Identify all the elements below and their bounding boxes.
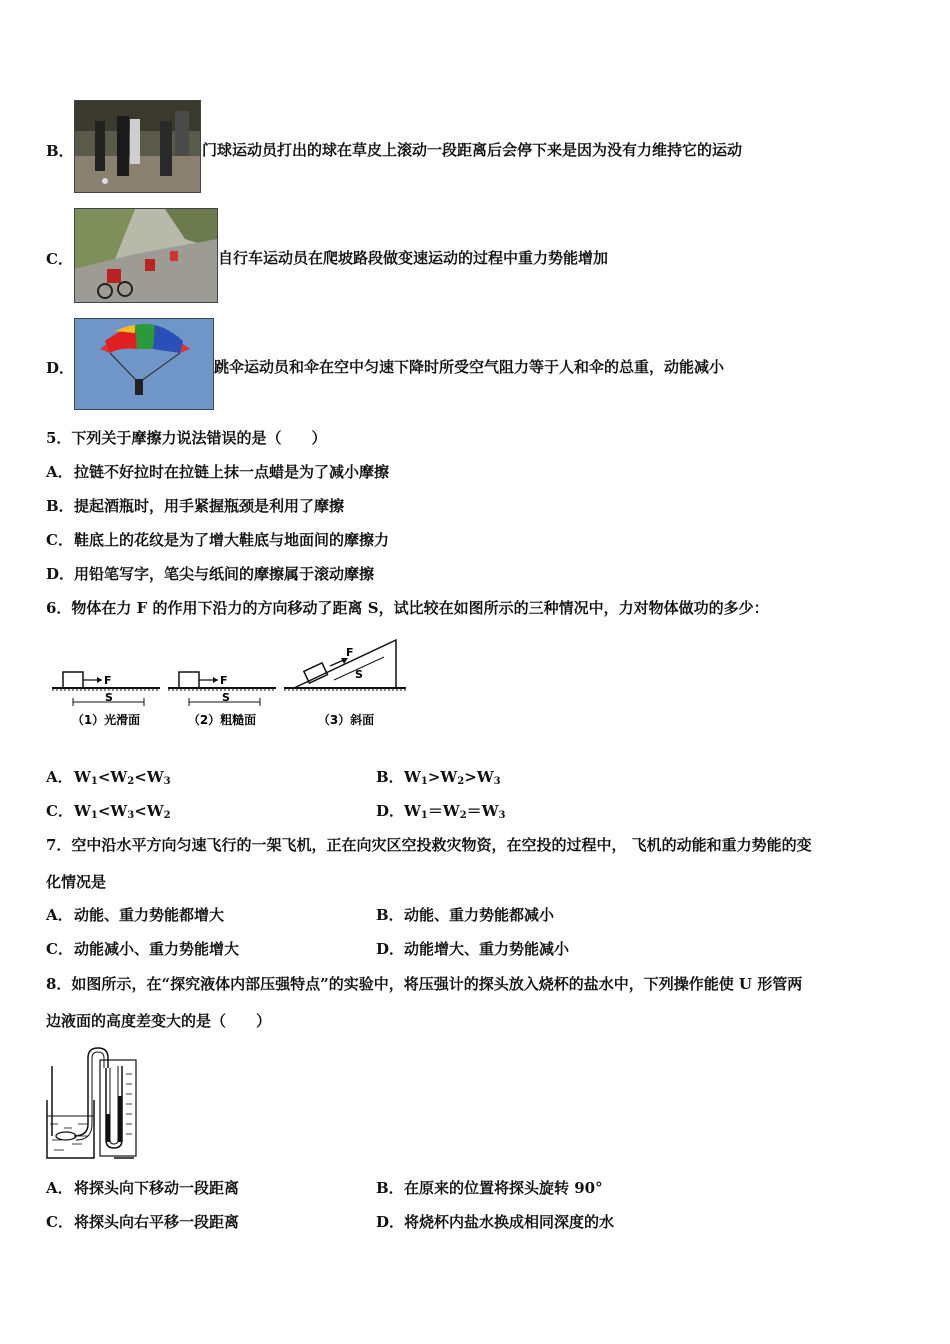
q5-option-a (46, 462, 389, 482)
distance-label: S (222, 691, 230, 704)
q4-option-d (46, 357, 74, 378)
q5-option-b (46, 496, 344, 516)
q5-option-c (46, 530, 389, 550)
cyclist-photo (74, 208, 218, 303)
q8-stem-line1: 8．如图所示，在“探究液体内部压强特点”的实验中，将压强计的探头放入烧杯的盐水中，下列操作能使 U 形管两 (46, 975, 803, 993)
option-text: 拉链不好拉时在拉链上抹一点蜡是为了减小摩擦 (74, 463, 390, 481)
option-text: 动能、重力势能都减小 (404, 906, 555, 924)
distance-label: S (355, 668, 363, 681)
option-text: 将探头向下移动一段距离 (74, 1179, 240, 1197)
option-text: 用铅笔写字，笔尖与纸间的摩擦属于滚动摩擦 (74, 565, 375, 583)
q4-option-c (46, 248, 73, 269)
q7-stem-line2: 化情况是 (46, 873, 107, 891)
option-label: C． (46, 940, 73, 958)
q8-option-c (46, 1212, 239, 1232)
option-text: 在原来的位置将探头旋转 90° (404, 1179, 603, 1197)
option-text: 动能、重力势能都增大 (74, 906, 225, 924)
q4-option-c-text: 自行车运动员在爬坡路段做变速运动的过程中重力势能增加 (218, 249, 609, 267)
q7-option-d (376, 939, 569, 959)
option-label: A． (46, 463, 73, 481)
option-text: 鞋底上的花纹是为了增大鞋底与地面间的摩擦力 (74, 531, 390, 549)
panel-rough-surface (168, 672, 276, 727)
q6-option-c: C．$W_1<W_3<W_2$ (46, 802, 171, 821)
option-label: C． (46, 250, 73, 268)
q5-stem: 5．下列关于摩擦力说法错误的是（ ） (46, 429, 327, 447)
panel-smooth-surface (52, 672, 160, 727)
option-label: B． (376, 1179, 404, 1197)
q4-option-b (46, 140, 74, 161)
pressure-gauge-figure (44, 1044, 144, 1162)
q7-stem-line1: 7．空中沿水平方向匀速飞行的一架飞机，正在向灾区空投救灾物资，在空投的过程中， 飞机的动能和重力势能的变 (46, 836, 812, 854)
option-label: A． (46, 906, 73, 924)
q5-option-d (46, 564, 374, 584)
option-label: B． (376, 768, 404, 786)
q4-option-d-text: 跳伞运动员和伞在空中匀速下降时所受空气阻力等于人和伞的总重，动能减小 (214, 358, 725, 376)
panel-incline (284, 640, 406, 727)
q6-option-a: A．$W_1<W_2<W_3$ (46, 768, 171, 787)
block (304, 663, 328, 683)
option-label: D． (46, 565, 75, 583)
caption-rough: （2）粗糙面 (187, 713, 257, 727)
gateball-photo (74, 100, 201, 193)
option-text: 提起酒瓶时，用手紧握瓶颈是利用了摩擦 (74, 497, 345, 515)
option-text: 动能减小、重力势能增大 (74, 940, 240, 958)
q8-option-b (376, 1178, 603, 1198)
option-label: D． (376, 1213, 405, 1231)
block (63, 672, 83, 688)
option-label: B． (46, 497, 74, 515)
q8-option-d (376, 1212, 614, 1232)
caption-smooth: （1）光滑面 (71, 713, 141, 727)
q7-option-a (46, 905, 224, 925)
option-text: 将探头向右平移一段距离 (74, 1213, 240, 1231)
force-label: F (104, 674, 112, 687)
option-label: B． (46, 142, 74, 160)
q7-option-c (46, 939, 239, 959)
option-label: C． (46, 802, 73, 820)
option-label: B． (376, 906, 404, 924)
q8-option-a (46, 1178, 239, 1198)
q6-stem: 6．物体在力 F 的作用下沿力的方向移动了距离 S，试比较在如图所示的三种情况中，力对物体做功的多少： (46, 599, 769, 617)
option-label: C． (46, 531, 73, 549)
q4-option-b-text: 门球运动员打出的球在草皮上滚动一段距离后会停下来是因为没有力维持它的运动 (202, 141, 743, 159)
q7-option-b (376, 905, 554, 925)
option-label: D． (376, 802, 405, 820)
option-label: A． (46, 1179, 73, 1197)
q8-stem-line2: 边液面的高度差变大的是（ ） (46, 1012, 272, 1030)
option-label: D． (376, 940, 405, 958)
option-label: C． (46, 1213, 73, 1231)
option-label: A． (46, 768, 73, 786)
block (179, 672, 199, 688)
force-label: F (346, 646, 354, 659)
option-text: 动能增大、重力势能减小 (404, 940, 570, 958)
q6-option-b: B．$W_1>W_2>W_3$ (376, 768, 501, 787)
q6-option-d: D．$W_1=W_2=W_3$ (376, 802, 506, 821)
distance-label: S (105, 691, 113, 704)
option-label: D． (46, 359, 75, 377)
option-text: 将烧杯内盐水换成相同深度的水 (404, 1213, 615, 1231)
caption-incline: （3）斜面 (317, 713, 375, 727)
parachute-photo (74, 318, 214, 410)
force-label: F (220, 674, 228, 687)
q6-figure (46, 636, 416, 736)
